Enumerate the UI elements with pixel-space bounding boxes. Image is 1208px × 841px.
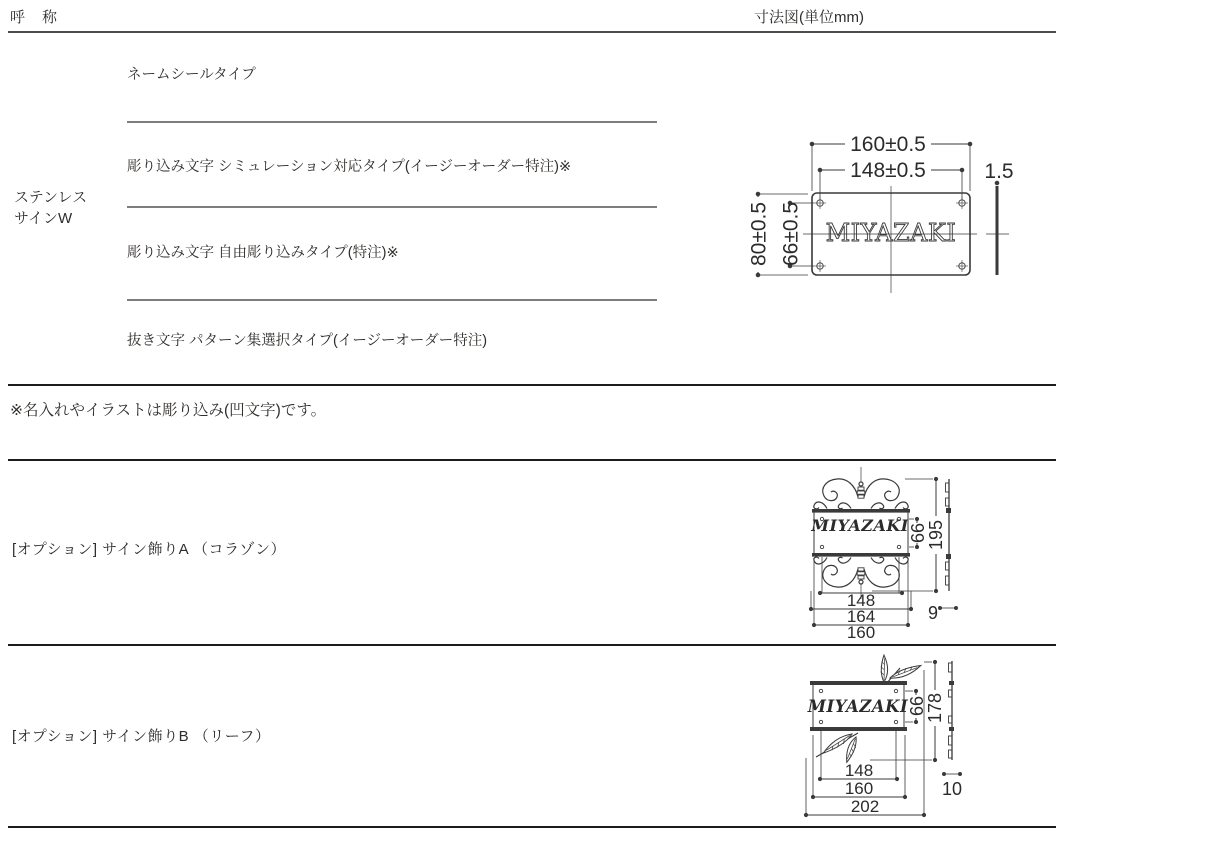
dim-b-holes-w: 148 [844,761,874,780]
product-name-line1: ステンレス [14,189,88,206]
option-a-label: [オプション] サイン飾りA （コラゾン） [12,541,286,558]
dim-b-holes-h: 66 [907,695,927,717]
option-b-label: [オプション] サイン飾りB （リーフ） [12,728,271,745]
dim-a-plate-w: 160 [846,623,876,642]
dim-b-plate-w: 160 [844,779,874,798]
dim-main-width-outer: 160±0.5 [850,133,926,156]
type-row-cutout-pattern: 抜き文字 パターン集選択タイプ(イージーオーダー特注) [127,333,488,349]
dim-main-height-holes: 66±0.5 [779,201,803,267]
section-rule-4 [8,826,1056,828]
dim-a-holes-h: 66 [908,522,928,544]
dim-main-thickness: 1.5 [984,160,1014,183]
dim-main-width-holes: 148±0.5 [850,159,926,182]
type-row-engraved-simulation: 彫り込み文字 シミュレーション対応タイプ(イージーオーダー特注)※ [127,159,572,175]
dim-a-holes-w: 148 [846,591,876,610]
dim-b-thickness: 10 [941,779,963,799]
dim-a-ornament-w: 164 [846,607,876,626]
column-header-name: 呼 称 [10,9,59,26]
dim-main-height-outer: 80±0.5 [747,201,771,267]
dim-b-total-w: 202 [850,797,880,816]
type-row-engraved-free: 彫り込み文字 自由彫り込みタイプ(特注)※ [127,245,399,261]
dim-a-total-h: 195 [926,519,946,551]
engraving-note: ※名入れやイラストは彫り込み(凹文字)です。 [10,402,327,419]
plate-text-main: MIYAZAKI [825,219,957,247]
plate-text-option-a: MIYAZAKI [811,516,909,535]
dim-b-total-h: 178 [925,692,945,724]
plate-text-option-b: MIYAZAKI [807,697,909,716]
product-name-line2: サインW [14,210,73,227]
type-row-name-seal: ネームシールタイプ [127,67,256,83]
dim-a-thickness: 9 [927,603,939,623]
column-header-dimension: 寸法図(単位mm) [754,9,864,26]
